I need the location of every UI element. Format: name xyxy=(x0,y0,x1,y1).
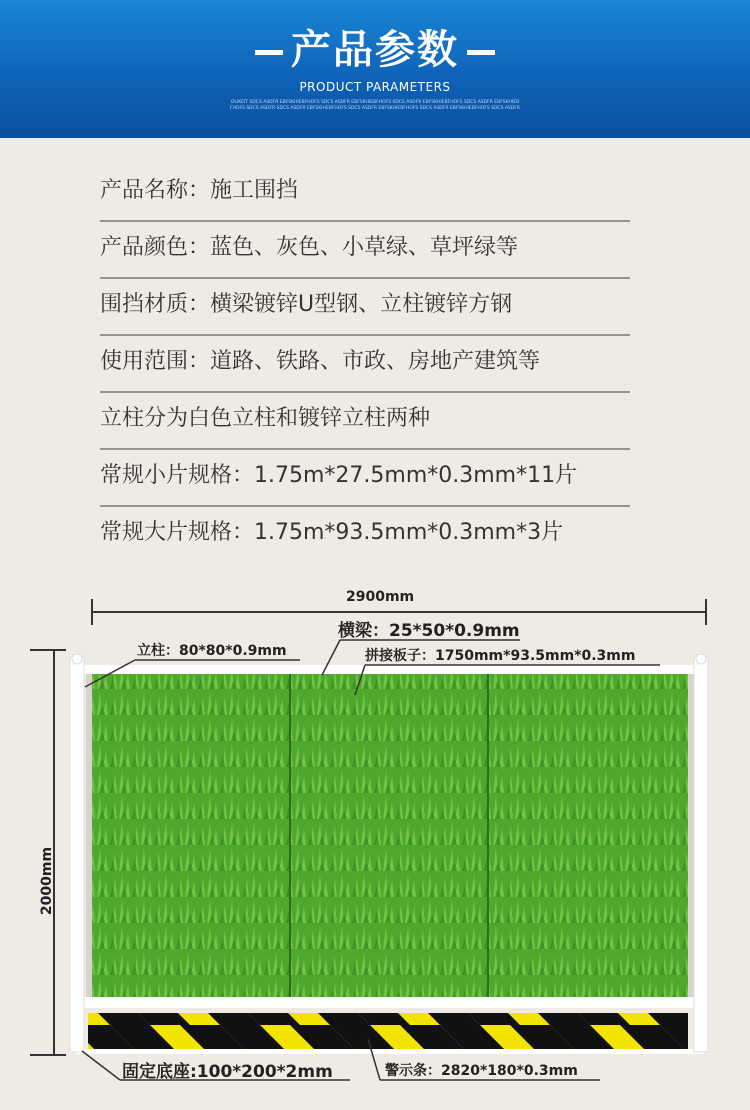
left-post-cap xyxy=(72,654,82,664)
fence-diagram xyxy=(0,585,750,1106)
param-row: 产品名称：施工围挡 xyxy=(100,165,630,222)
banner-title xyxy=(0,18,750,75)
header-banner xyxy=(0,0,750,138)
title-dash-left xyxy=(255,50,283,55)
post-spec-label: 立柱：80*80*0.9mm xyxy=(137,643,287,659)
param-row: 常规大片规格：1.75m*93.5mm*0.3mm*3片 xyxy=(100,520,564,545)
warning-strip xyxy=(88,1013,688,1049)
strip-spec-label: 警示条：2820*180*0.3mm xyxy=(385,1063,578,1079)
title-dash-right xyxy=(467,50,495,55)
banner-title-text: 产品参数 xyxy=(291,27,459,73)
param-row: 常规小片规格：1.75m*27.5mm*0.3mm*11片 xyxy=(100,450,630,507)
param-row: 产品颜色：蓝色、灰色、小草绿、草坪绿等 xyxy=(100,222,630,279)
base-spec-label: 固定底座:100*200*2mm xyxy=(122,1062,333,1082)
param-row: 围挡材质：横梁镀锌U型钢、立柱镀锌方钢 xyxy=(100,279,630,336)
height-label: 2000mm xyxy=(39,846,55,916)
right-post xyxy=(694,657,708,1052)
param-row: 使用范围：道路、铁路、市政、房地产建筑等 xyxy=(100,336,630,393)
parameter-list xyxy=(100,165,630,564)
width-label: 2900mm xyxy=(346,589,415,605)
strip-base xyxy=(76,1049,704,1054)
param-row: 立柱分为白色立柱和镀锌立柱两种 xyxy=(100,393,630,450)
top-beam xyxy=(76,665,704,674)
panel-spec-label: 拼接板子：1750mm*93.5mm*0.3mm xyxy=(365,648,636,664)
beam-spec-label: 横梁：25*50*0.9mm xyxy=(338,621,520,641)
left-post xyxy=(70,657,84,1052)
bottom-beam xyxy=(76,997,704,1008)
right-post-cap xyxy=(696,654,706,664)
grass-panel xyxy=(92,673,688,997)
base-leader xyxy=(82,1051,120,1080)
banner-subtitle: PRODUCT PARAMETERS xyxy=(299,80,451,94)
banner-decorative-text: OLIKEIT SDCS ASDFR EBFSKHIEBFHOFS SDCS ASDFR EBFSKHIEBFHOFS SDCS ASDFR EBFSKHIEBFHOFS SDCS ASDFR EBFSKHIEBFHOFS SDCS ASDFR SDCS ASDFR EBFSKHIEBFHOFS SDCS ASDFR EBFSKHIEBFHOFS SDCS ASDFR EBFSKHIEBFHOFS SDCS ASDFR xyxy=(230,100,520,111)
